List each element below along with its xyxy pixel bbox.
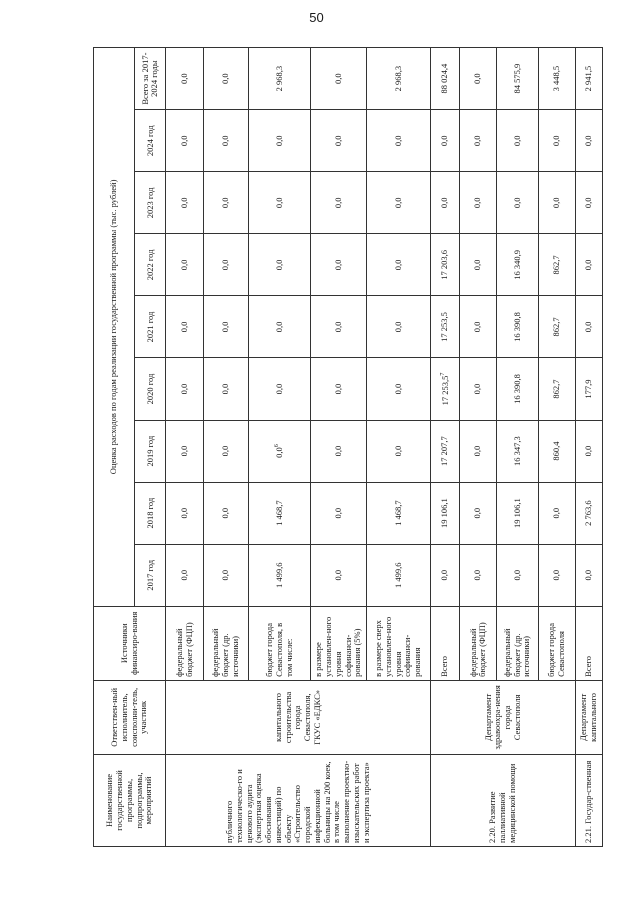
value-cell: 1 499,6 bbox=[367, 544, 431, 606]
value-cell-total: 3 448,5 bbox=[538, 48, 575, 110]
value-cell: 0,0 bbox=[311, 358, 367, 420]
value-cell: 0,0 bbox=[431, 110, 460, 172]
value-cell: 0,0 bbox=[367, 358, 431, 420]
value-cell: 16 340,9 bbox=[497, 234, 538, 296]
funding-source: федеральный бюджет (ФЦП) bbox=[166, 606, 203, 680]
table-row bbox=[431, 48, 460, 847]
value-cell-total: 88 024,4 bbox=[431, 48, 460, 110]
value-cell: 0,0 bbox=[203, 296, 249, 358]
value-cell: 862,7 bbox=[538, 296, 575, 358]
header-year: 2019 год bbox=[135, 420, 166, 482]
value-cell: 16 390,8 bbox=[497, 358, 538, 420]
header-year: 2018 год bbox=[135, 482, 166, 544]
value-cell: 0,0 bbox=[311, 110, 367, 172]
activity-name: 2.20. Развитие паллиативной медицинской помощи bbox=[431, 754, 576, 846]
value-cell: 0,0 bbox=[367, 110, 431, 172]
value-cell: 0,0 bbox=[576, 110, 603, 172]
value-cell: 0,0 bbox=[576, 296, 603, 358]
value-cell: 16 390,8 bbox=[497, 296, 538, 358]
value-cell: 17 253,5 bbox=[431, 296, 460, 358]
funding-source: федеральный бюджет (др. источники) bbox=[203, 606, 249, 680]
table-row bbox=[576, 48, 603, 847]
value-cell-with-note bbox=[249, 420, 311, 482]
value-cell: 0,0 bbox=[431, 544, 460, 606]
budget-table bbox=[93, 47, 603, 847]
responsible-executor: Департамент капитального bbox=[576, 680, 603, 754]
value-cell: 0,0 bbox=[166, 234, 203, 296]
funding-source: федеральный бюджет (ФЦП) bbox=[460, 606, 497, 680]
value-cell: 0,0 bbox=[311, 544, 367, 606]
value-cell: 0,0 bbox=[249, 358, 311, 420]
header-year: 2021 год bbox=[135, 296, 166, 358]
footnote-mark: 6 bbox=[274, 444, 281, 448]
value-cell: 0,0 bbox=[460, 358, 497, 420]
value-cell: 0,0 bbox=[460, 544, 497, 606]
value-cell: 0,0 bbox=[460, 296, 497, 358]
header-year: 2020 год bbox=[135, 358, 166, 420]
value-cell: 2 763,6 bbox=[576, 482, 603, 544]
value-cell: 0,0 bbox=[166, 544, 203, 606]
page-number: 50 bbox=[309, 10, 324, 25]
value-cell-total: 2 968,3 bbox=[367, 48, 431, 110]
header-year: 2024 год bbox=[135, 110, 166, 172]
value-cell: 0,0 bbox=[576, 420, 603, 482]
value-cell: 0,0 bbox=[166, 172, 203, 234]
header-responsible: Ответствен-ный исполнитель, соисполни-тель, участник bbox=[94, 680, 166, 754]
value-cell: 0,0 bbox=[497, 544, 538, 606]
funding-source: бюджет города Севастополя bbox=[538, 606, 575, 680]
value-cell: 0,0 bbox=[576, 544, 603, 606]
value-cell: 0,0 bbox=[460, 172, 497, 234]
responsible-executor: Департамент здравоохра-нения города Севастополя bbox=[431, 680, 576, 754]
value-cell: 0,0 bbox=[367, 172, 431, 234]
value-cell: 0,0 bbox=[203, 420, 249, 482]
value-cell-total: 2 941,5 bbox=[576, 48, 603, 110]
value-cell: 0,0 bbox=[203, 234, 249, 296]
value-cell-total: 0,0 bbox=[203, 48, 249, 110]
header-year: 2023 год bbox=[135, 172, 166, 234]
funding-source: Всего bbox=[431, 606, 460, 680]
value-cell: 0,0 bbox=[203, 544, 249, 606]
value-cell: 1 468,7 bbox=[367, 482, 431, 544]
value-cell: 0,0 bbox=[311, 296, 367, 358]
value-cell: 0,0 bbox=[460, 110, 497, 172]
header-year-total: Всего за 2017-2024 годы bbox=[135, 48, 166, 110]
value-cell: 19 106,1 bbox=[497, 482, 538, 544]
value-cell: 0,0 bbox=[576, 172, 603, 234]
value-cell: 0,0 bbox=[538, 544, 575, 606]
value-cell: 0,0 bbox=[538, 110, 575, 172]
value-cell: 0,0 bbox=[538, 172, 575, 234]
funding-source: в размере сверх установлен-ного уровня софинанси-рования bbox=[367, 606, 431, 680]
value-cell: 1 499,6 bbox=[249, 544, 311, 606]
value-cell: 0,0 bbox=[460, 420, 497, 482]
value-cell: 0,0 bbox=[203, 172, 249, 234]
value-cell: 177,9 bbox=[576, 358, 603, 420]
value-cell: 0,0 bbox=[203, 482, 249, 544]
value-cell: 0,0 bbox=[166, 296, 203, 358]
value-cell: 0,0 bbox=[249, 296, 311, 358]
value-cell: 0,0 bbox=[431, 172, 460, 234]
value-cell-total: 0,0 bbox=[460, 48, 497, 110]
value-cell: 0,0 bbox=[166, 358, 203, 420]
value-cell: 860,4 bbox=[538, 420, 575, 482]
value-cell: 0,0 bbox=[249, 172, 311, 234]
value-cell: 16 347,3 bbox=[497, 420, 538, 482]
funding-source: Всего bbox=[576, 606, 603, 680]
footnote-mark: 7 bbox=[439, 372, 446, 376]
value-cell: 0,0 bbox=[538, 482, 575, 544]
value-cell: 862,7 bbox=[538, 358, 575, 420]
value-cell: 0,0 bbox=[166, 420, 203, 482]
funding-source: в размере установлен-ного уровня софинанси-рования (5%) bbox=[311, 606, 367, 680]
value-cell: 0,0 bbox=[497, 110, 538, 172]
value-cell: 0,0 bbox=[166, 482, 203, 544]
value-cell: 0,0 bbox=[311, 172, 367, 234]
value-cell: 0,0 bbox=[311, 420, 367, 482]
value-cell: 0,0 bbox=[203, 358, 249, 420]
activity-name: 2.21. Государ-ственная bbox=[576, 754, 603, 846]
value-cell: 0,0 bbox=[166, 110, 203, 172]
value-cell-with-note bbox=[431, 358, 460, 420]
value-cell: 0,0 bbox=[367, 420, 431, 482]
funding-source: бюджет города Севастополя, в том числе: bbox=[249, 606, 311, 680]
value-cell: 1 468,7 bbox=[249, 482, 311, 544]
rotated-table-container bbox=[93, 47, 603, 847]
value-cell: 0,0 bbox=[576, 234, 603, 296]
value-cell: 0,0 bbox=[460, 234, 497, 296]
value-cell: 0,0 bbox=[203, 110, 249, 172]
value-cell: 0,0 bbox=[497, 172, 538, 234]
value-cell: 0,0 bbox=[311, 234, 367, 296]
header-source: Источники финансиро-вания bbox=[94, 606, 166, 680]
value-cell-total: 0,0 bbox=[311, 48, 367, 110]
funding-source: федеральный бюджет (др. источники) bbox=[497, 606, 538, 680]
header-name: Наименование государственной программы, подпрограммы, мероприятий bbox=[94, 754, 166, 846]
value-cell-total: 0,0 bbox=[166, 48, 203, 110]
activity-name: публичного технологическо-го и ценового аудита (экспертная оценка обоснования инвестиций) по объекту «Строительство городской инфекционной больницы на 200 коек, в том числе выполнение проектно-изыскательских работ и экспертиза проекта» bbox=[166, 754, 431, 846]
value-cell: 19 106,1 bbox=[431, 482, 460, 544]
value-cell: 17 207,7 bbox=[431, 420, 460, 482]
value-cell: 862,7 bbox=[538, 234, 575, 296]
value-cell: 17 203,6 bbox=[431, 234, 460, 296]
header-estimate: Оценка расходов по годам реализации государственной программы (тыс. рублей) bbox=[94, 48, 135, 607]
value-cell: 0,0 bbox=[460, 482, 497, 544]
responsible-executor: капитального строительства города Севастополя, ГКУС «ЕДКС» bbox=[166, 680, 431, 754]
value-cell: 0,0 bbox=[367, 296, 431, 358]
value-cell: 0,0 bbox=[249, 234, 311, 296]
header-year: 2017 год bbox=[135, 544, 166, 606]
value-cell-total: 84 575,9 bbox=[497, 48, 538, 110]
value-text: 17 253,5 bbox=[439, 375, 450, 406]
value-cell: 0,0 bbox=[249, 110, 311, 172]
value-cell: 0,0 bbox=[367, 234, 431, 296]
header-year: 2022 год bbox=[135, 234, 166, 296]
value-text: 0,0 bbox=[274, 447, 285, 458]
value-cell: 0,0 bbox=[311, 482, 367, 544]
table-row bbox=[166, 48, 203, 847]
value-cell-total: 2 968,3 bbox=[249, 48, 311, 110]
